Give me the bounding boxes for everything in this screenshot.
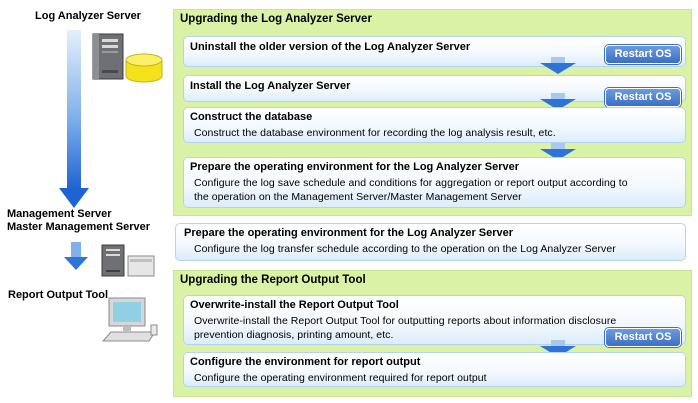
server-box-icon — [128, 256, 154, 276]
step-description: Configure the operating environment required for report output — [194, 372, 487, 384]
log-server-illustration — [90, 33, 165, 85]
section-title: Upgrading the Log Analyzer Server — [180, 13, 372, 25]
management-server-step — [175, 223, 686, 261]
restart-os-button: Restart OS — [605, 45, 681, 64]
step-title: Prepare the operating environment for the Log Analyzer Server — [190, 161, 520, 173]
step-title: Configure the environment for report output — [190, 356, 421, 368]
step-title: Construct the database — [190, 111, 313, 123]
restart-os-button: Restart OS — [605, 88, 681, 107]
flow-arrow — [59, 30, 89, 210]
management-server-label: Management Server — [7, 208, 112, 220]
database-cylinder-icon — [126, 54, 162, 82]
server-tower-icon — [102, 245, 124, 276]
report-output-tool-label: Report Output Tool — [8, 289, 108, 301]
section-title: Upgrading the Report Output Tool — [180, 274, 366, 286]
step-construct-database — [183, 107, 686, 143]
master-management-server-label: Master Management Server — [7, 221, 151, 233]
step-title: Uninstall the older version of the Log Analyzer Server — [190, 41, 471, 53]
step-title: Install the Log Analyzer Server — [190, 80, 351, 92]
step-description: Construct the database environment for recording the log analysis result, etc. — [194, 127, 556, 139]
management-server-illustration — [101, 244, 161, 278]
step-description: Overwrite-install the Report Output Tool for outputting reports about information disclosure prevention diagnosis, printing amount, etc. — [194, 315, 617, 341]
step-title: Overwrite-install the Report Output Tool — [190, 299, 399, 311]
short-flow-arrow — [64, 242, 88, 272]
step-title: Prepare the operating environment for the Log Analyzer Server — [184, 227, 514, 239]
server-tower-icon — [93, 34, 123, 79]
restart-os-button: Restart OS — [605, 328, 681, 347]
step-description: Configure the log save schedule and conditions for aggregation or report output according to the operation on the Management Server/Master Management Server — [194, 177, 628, 203]
log-analyzer-server-label: Log Analyzer Server — [35, 10, 141, 22]
step-prepare-environment — [183, 157, 686, 208]
step-description: Configure the log transfer schedule according to the operation on the Log Analyzer Server — [194, 243, 616, 255]
step-configure-report — [183, 352, 686, 387]
step-arrow — [540, 57, 576, 75]
desktop-computer-icon — [99, 297, 159, 342]
